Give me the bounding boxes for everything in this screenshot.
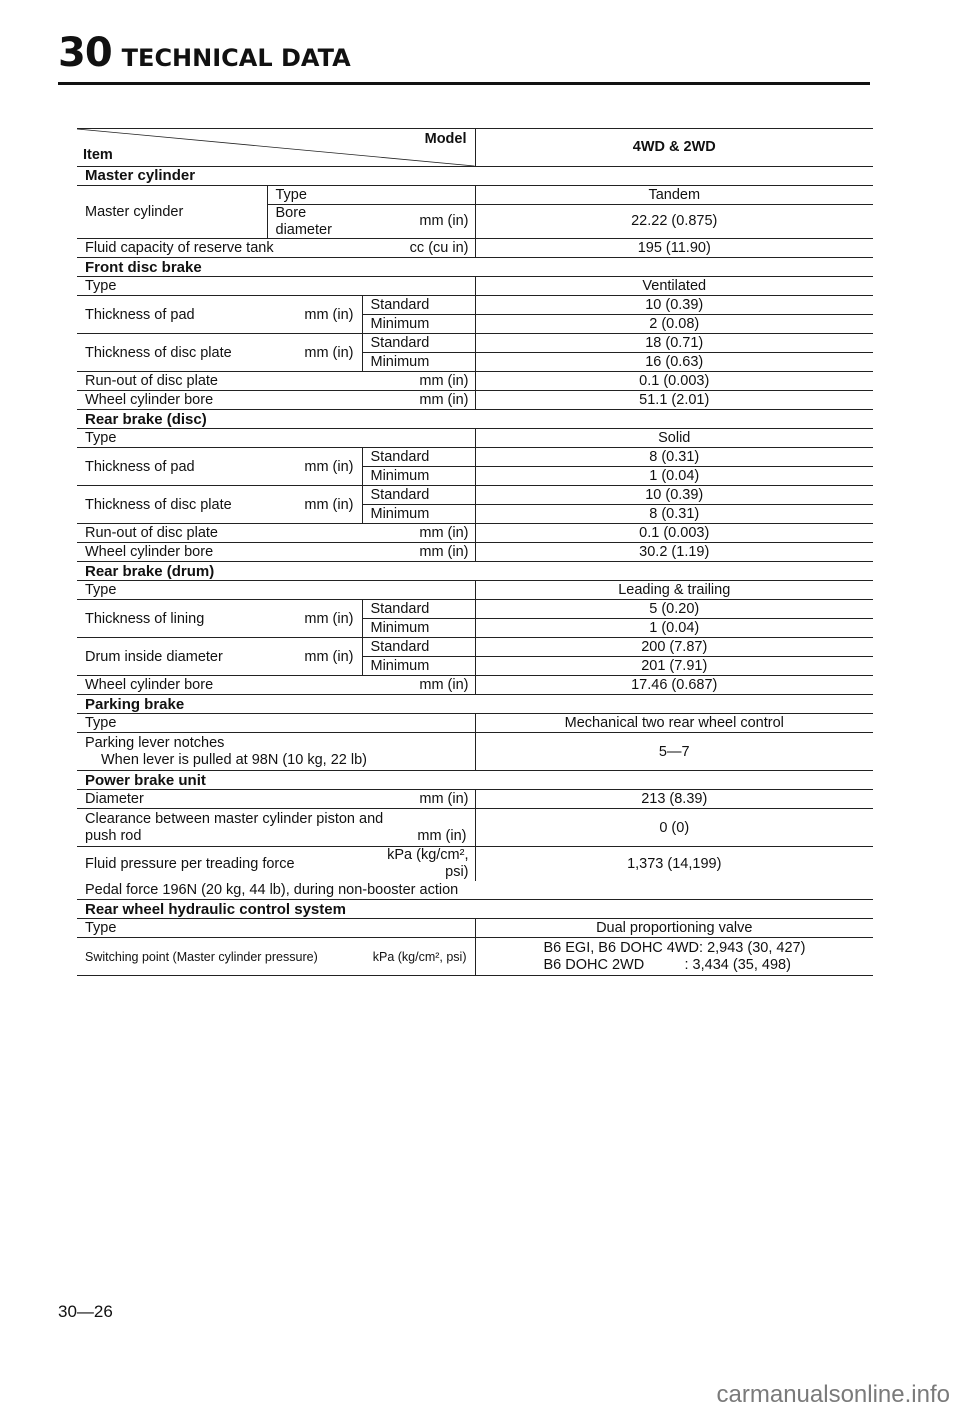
row-sublabel: Minimum [362, 315, 475, 334]
table-row [77, 296, 873, 315]
row-value: 10 (0.39) [475, 486, 873, 505]
row-sublabel: Minimum [362, 467, 475, 486]
row-label-line [77, 938, 475, 976]
row-label: Thickness of pad [77, 448, 267, 486]
table-row [77, 809, 873, 847]
row-unit: cc (cu in) [362, 239, 475, 258]
section-heading-front-disc-brake: Front disc brake [77, 258, 873, 277]
row-value: 1 (0.04) [475, 467, 873, 486]
table-row [77, 448, 873, 467]
row-unit: kPa (kg/cm², psi) [372, 949, 467, 964]
row-value: 0.1 (0.003) [475, 524, 873, 543]
row-value: 2 (0.08) [475, 315, 873, 334]
table-row [77, 277, 873, 296]
section-heading-power-brake-unit: Power brake unit [77, 771, 873, 790]
section-heading-row [77, 167, 873, 186]
row-unit: mm (in) [267, 448, 362, 486]
row-label: Type [77, 581, 475, 600]
table-row [77, 847, 873, 881]
row-label: Type [77, 277, 475, 296]
row-unit: mm (in) [362, 391, 475, 410]
row-value: 0.1 (0.003) [475, 372, 873, 391]
row-label: Wheel cylinder bore [77, 391, 362, 410]
section-heading-rear-wheel-hydraulic: Rear wheel hydraulic control system [77, 900, 873, 919]
row-value: Mechanical two rear wheel control [475, 714, 873, 733]
row-sublabel: Standard [362, 334, 475, 353]
row-value: 200 (7.87) [475, 638, 873, 657]
table-row [77, 919, 873, 938]
row-label: Wheel cylinder bore [77, 676, 362, 695]
row-unit: mm (in) [362, 372, 475, 391]
row-value-multiline [475, 938, 873, 976]
table-row [77, 543, 873, 562]
row-value: 0 (0) [475, 809, 873, 847]
row-label: Type [77, 429, 475, 448]
section-heading-parking-brake: Parking brake [77, 695, 873, 714]
row-value: 22.22 (0.875) [475, 205, 873, 239]
row-unit: mm (in) [267, 334, 362, 372]
header-rule [58, 82, 870, 85]
table-header-row [77, 129, 873, 167]
row-label: push rod [85, 827, 142, 844]
row-value: 5 (0.20) [475, 600, 873, 619]
row-value: B6 DOHC 2WD : 3,434 (35, 498) [543, 956, 791, 973]
row-sublabel: Standard [362, 486, 475, 505]
table-row [77, 676, 873, 695]
row-value: 30.2 (1.19) [475, 543, 873, 562]
row-value: 201 (7.91) [475, 657, 873, 676]
section-heading-row [77, 562, 873, 581]
row-value: 195 (11.90) [475, 239, 873, 258]
row-value: 10 (0.39) [475, 296, 873, 315]
row-sublabel: Bore diameter [267, 205, 362, 239]
row-label: Thickness of disc plate [77, 334, 267, 372]
row-sublabel: Minimum [362, 505, 475, 524]
row-unit: mm (in) [362, 205, 475, 239]
row-label: Drum inside diameter [77, 638, 267, 676]
technical-data-table [77, 128, 873, 976]
row-label-multiline [77, 809, 475, 847]
watermark: carmanualsonline.info [716, 1381, 950, 1408]
row-sublabel: Minimum [362, 657, 475, 676]
row-label-line [85, 950, 467, 964]
row-value: Solid [475, 429, 873, 448]
row-sublabel: Minimum [362, 353, 475, 372]
row-value: B6 EGI, B6 DOHC 4WD: 2,943 (30, 427) [543, 940, 806, 957]
section-heading-master-cylinder: Master cylinder [77, 167, 873, 186]
header-diagonal [77, 129, 475, 166]
table-row [77, 881, 873, 900]
page-title: TECHNICAL DATA [121, 44, 351, 72]
table-row [77, 714, 873, 733]
table-row [77, 581, 873, 600]
table-row [77, 790, 873, 809]
row-sublabel: Minimum [362, 619, 475, 638]
row-value: Tandem [475, 186, 873, 205]
item-header: Item [83, 147, 113, 164]
row-label: Type [77, 714, 475, 733]
row-value: 213 (8.39) [475, 790, 873, 809]
row-value: 1 (0.04) [475, 619, 873, 638]
page-number: 30—26 [58, 1302, 113, 1321]
row-value: 18 (0.71) [475, 334, 873, 353]
row-value: 17.46 (0.687) [475, 676, 873, 695]
row-value: 1,373 (14,199) [475, 847, 873, 881]
table-row [77, 372, 873, 391]
row-unit: mm (in) [417, 827, 467, 844]
table-row [77, 186, 873, 205]
table-row [77, 524, 873, 543]
row-value: 8 (0.31) [475, 448, 873, 467]
row-unit: kPa (kg/cm², psi) [387, 847, 469, 881]
row-unit: mm (in) [267, 296, 362, 334]
row-value: 16 (0.63) [475, 353, 873, 372]
row-label: Fluid capacity of reserve tank [77, 239, 362, 258]
table-row [77, 486, 873, 505]
section-heading-row [77, 771, 873, 790]
row-sublabel: Type [267, 186, 362, 205]
row-label: Thickness of pad [77, 296, 267, 334]
row-label: Clearance between master cylinder piston and [85, 811, 384, 828]
section-heading-row [77, 258, 873, 277]
value-header: 4WD & 2WD [475, 129, 873, 167]
empty-cell [362, 186, 475, 205]
row-unit: mm (in) [362, 790, 475, 809]
section-heading-rear-disc-brake: Rear brake (disc) [77, 410, 873, 429]
row-value: Leading & trailing [475, 581, 873, 600]
page-header [58, 30, 351, 76]
row-value: 51.1 (2.01) [475, 391, 873, 410]
row-sublabel: Standard [362, 600, 475, 619]
row-sublabel: Pedal force 196N (20 kg, 44 lb), during non-booster action [77, 881, 873, 900]
row-label: Run-out of disc plate [77, 524, 362, 543]
row-label: Diameter [77, 790, 362, 809]
table-row [77, 429, 873, 448]
row-unit: mm (in) [362, 676, 475, 695]
row-unit: mm (in) [362, 524, 475, 543]
row-label: Type [77, 919, 475, 938]
row-label: Run-out of disc plate [77, 372, 362, 391]
item-model-header-cell [77, 129, 475, 167]
row-value: Ventilated [475, 277, 873, 296]
row-label: Wheel cylinder bore [77, 543, 362, 562]
row-sublabel: Standard [362, 638, 475, 657]
table-row [77, 334, 873, 353]
table-row [77, 239, 873, 258]
row-label: Parking lever notches [85, 735, 225, 752]
row-sublabel: Standard [362, 448, 475, 467]
row-value: 5—7 [475, 733, 873, 771]
row-sublabel: Standard [362, 296, 475, 315]
section-heading-row [77, 410, 873, 429]
section-heading-row [77, 695, 873, 714]
table-row [77, 733, 873, 771]
row-sublabel: When lever is pulled at 98N (10 kg, 22 lb) [101, 751, 367, 768]
row-label: Fluid pressure per treading force [85, 855, 295, 872]
row-unit: mm (in) [267, 600, 362, 638]
table-row [77, 638, 873, 657]
row-label-line [85, 828, 467, 845]
model-header: Model [424, 131, 467, 147]
row-label: Thickness of disc plate [77, 486, 267, 524]
table-row [77, 938, 873, 976]
row-unit: mm (in) [362, 543, 475, 562]
table-row [77, 600, 873, 619]
row-label: Switching point (Master cylinder pressure) [85, 949, 318, 964]
section-number: 30 [58, 30, 112, 76]
row-label: Master cylinder [77, 186, 267, 239]
section-heading-row [77, 900, 873, 919]
table-row [77, 391, 873, 410]
section-heading-rear-drum-brake: Rear brake (drum) [77, 562, 873, 581]
row-value: Dual proportioning valve [475, 919, 873, 938]
row-value: 8 (0.31) [475, 505, 873, 524]
row-unit: mm (in) [267, 486, 362, 524]
row-label: Thickness of lining [77, 600, 267, 638]
row-unit: mm (in) [267, 638, 362, 676]
row-label-multiline [77, 733, 475, 771]
